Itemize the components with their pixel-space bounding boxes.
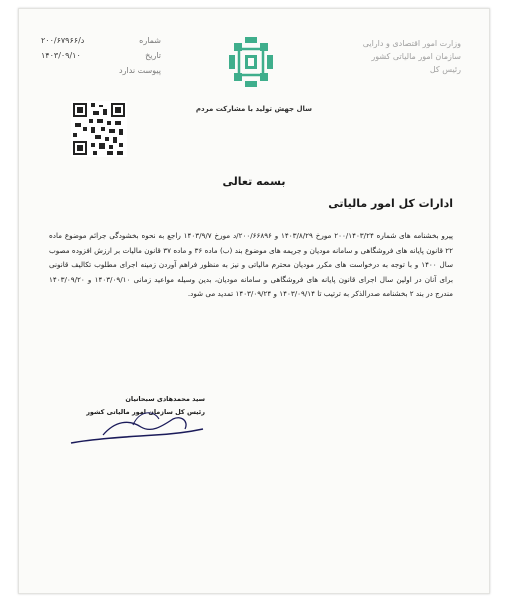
- signature-block: [63, 393, 223, 453]
- ministry-line: سازمان امور مالیاتی کشور: [371, 52, 461, 61]
- number-value: ۲۰۰/۶۷۹۶۶/د: [41, 36, 85, 45]
- letter-heading: بسمه تعالی: [222, 175, 286, 188]
- ministry-line: رئیس کل: [429, 65, 461, 74]
- attachment-label: پیوست ندارد: [119, 66, 161, 75]
- signatory-name: سید محمدهادی سبحانیان: [125, 395, 205, 403]
- tax-organization-emblem-icon: [225, 35, 277, 91]
- ministry-header: [351, 37, 461, 76]
- qr-code-icon: [71, 101, 127, 157]
- letter-page: [18, 8, 490, 594]
- letter-date-row: [41, 48, 161, 63]
- signatory-title: رئیس کل سازمان امور مالیاتی کشور: [86, 408, 205, 416]
- letter-number-row: [41, 33, 161, 48]
- date-label: تاریخ: [145, 51, 161, 60]
- letter-meta: [41, 33, 161, 78]
- letter-body: پیرو بخشنامه های شماره ۲۰۰/۱۴۰۳/۲۴ مورخ ۱۴۰۳/۸/۲۹ و ۲۰۰/۶۶۸۹۶/د مورخ ۱۴۰۳/۹/۷ راجع به نحوه بخشودگی جرائم موضوع ماده ۲۲ قانون پایانه های فروشگاهی و سامانه مودیان و جریمه های موضوع بند (ب) ماده ۳۶ و ماده ۳۷ قانون مالیات بر ارزش افزوده مصوب سال ۱۴۰۰ و با توجه به درخواست های مکرر مودیان محترم مالیاتی و نیز به منظور فراهم آوردن زمینه اجرای مطلوب تکالیف قانونی برای آنان در اولین سال اجرای قانون پایانه های فروشگاهی و سامانه مودیان، بدین وسیله مواعید زمانی ۱۴۰۳/۰۹/۱۰ و ۱۴۰۳/۰۹/۲۰ مندرج در بند ۲ بخشنامه صدرالذکر به ترتیب تا ۱۴۰۳/۰۹/۱۴ و ۱۴۰۳/۰۹/۲۴ تمدید می شود.: [49, 231, 454, 298]
- number-label: شماره: [139, 36, 161, 45]
- date-value: ۱۴۰۳/۰۹/۱۰: [41, 51, 81, 60]
- letter-addressee: ادارات کل امور مالیاتی: [328, 197, 453, 210]
- attachment-row: [41, 63, 161, 78]
- year-slogan: سال جهش تولید با مشارکت مردم: [195, 105, 313, 113]
- handwritten-signature-icon: [63, 401, 223, 453]
- ministry-line: وزارت امور اقتصادی و دارایی: [362, 39, 461, 48]
